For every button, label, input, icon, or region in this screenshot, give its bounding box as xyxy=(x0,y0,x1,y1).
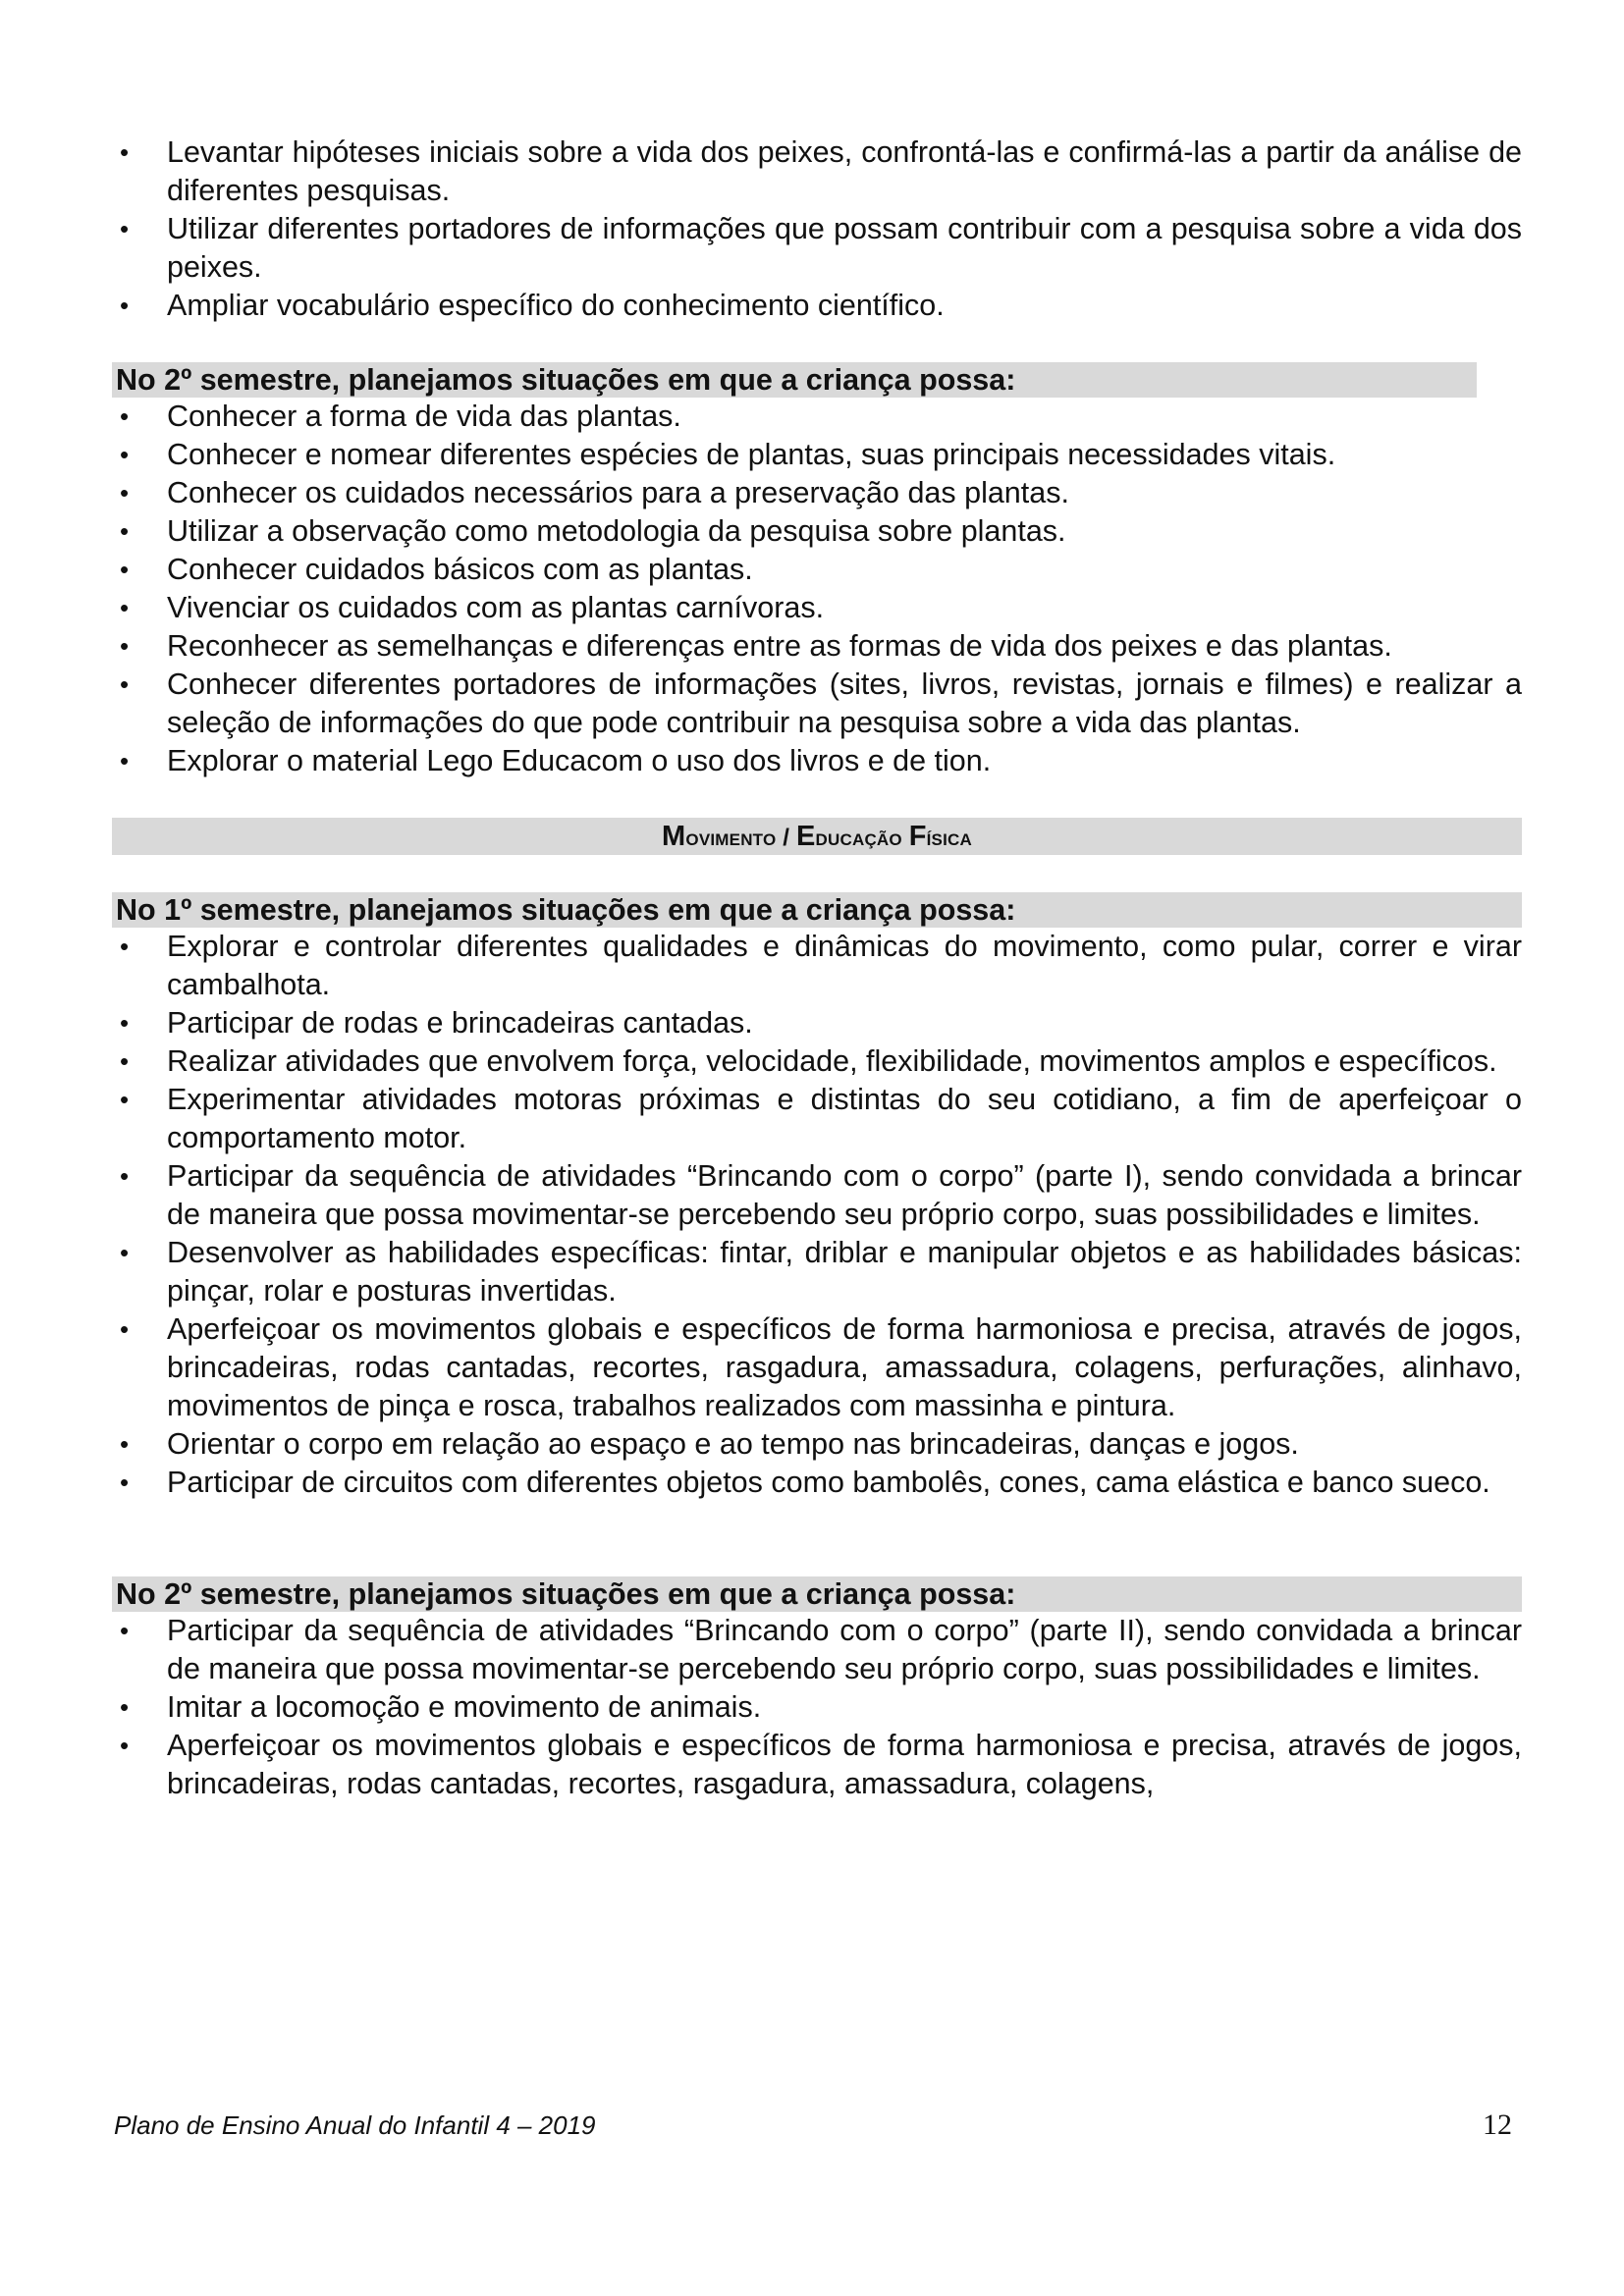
list-item: • Conhecer diferentes portadores de informações (sites, livros, revistas, jornais e filmes) e realizar a seleção de informações do que pode contribuir na pesquisa sobre a vida das plantas. xyxy=(112,666,1522,742)
section-title-text: ducação xyxy=(815,825,909,851)
semester-header: No 1º semestre, planejamos situações em que a criança possa: xyxy=(112,892,1522,928)
list-item: • Ampliar vocabulário específico do conhecimento científico. xyxy=(112,287,1522,325)
section-title-bar xyxy=(112,818,1522,855)
section-title-text: ísica xyxy=(926,825,972,851)
list-item: • Explorar o material Lego Educacom o uso dos livros e de tion. xyxy=(112,742,1522,780)
movimento-2-list xyxy=(112,1612,1522,1803)
list-item: • Conhecer e nomear diferentes espécies de plantas, suas principais necessidades vitais. xyxy=(112,436,1522,474)
list-item: • Reconhecer as semelhanças e diferenças entre as formas de vida dos peixes e das plantas. xyxy=(112,627,1522,666)
semester-header: No 2º semestre, planejamos situações em que a criança possa: xyxy=(112,1576,1522,1612)
list-item: • Imitar a locomoção e movimento de animais. xyxy=(112,1688,1522,1727)
intro-list xyxy=(112,133,1522,325)
section-title-letter: M xyxy=(662,821,686,852)
list-item: • Conhecer os cuidados necessários para a preservação das plantas. xyxy=(112,474,1522,512)
footer-document-title: Plano de Ensino Anual do Infantil 4 – 2019 xyxy=(114,2110,596,2140)
semester-header: No 2º semestre, planejamos situações em que a criança possa: xyxy=(112,362,1477,398)
section-title-letter: E xyxy=(795,821,816,852)
list-item: • Participar de rodas e brincadeiras cantadas. xyxy=(112,1004,1522,1042)
list-item: • Aperfeiçoar os movimentos globais e específicos de forma harmoniosa e precisa, através de jogos, brincadeiras, rodas cantadas, recortes, rasgadura, amassadura, colagens, xyxy=(112,1727,1522,1803)
section-title-text: ovimento xyxy=(685,825,777,851)
section-title-letter: F xyxy=(908,821,927,852)
list-item: • Explorar e controlar diferentes qualidades e dinâmicas do movimento, como pular, correr e virar cambalhota. xyxy=(112,928,1522,1004)
natureza-2-list xyxy=(112,398,1522,780)
list-item: • Conhecer cuidados básicos com as plantas. xyxy=(112,551,1522,589)
list-item: • Utilizar a observação como metodologia da pesquisa sobre plantas. xyxy=(112,512,1522,551)
list-item: • Vivenciar os cuidados com as plantas carnívoras. xyxy=(112,589,1522,627)
list-item: • Utilizar diferentes portadores de informações que possam contribuir com a pesquisa sobre a vida dos peixes. xyxy=(112,210,1522,287)
page-number: 12 xyxy=(1483,2109,1512,2141)
list-item: • Participar da sequência de atividades “Brincando com o corpo” (parte II), sendo convidada a brincar de maneira que possa movimentar-se percebendo seu próprio corpo, suas possibilidades e limites. xyxy=(112,1612,1522,1688)
list-item: • Realizar atividades que envolvem força, velocidade, flexibilidade, movimentos amplos e específicos. xyxy=(112,1042,1522,1081)
list-item: • Participar da sequência de atividades “Brincando com o corpo” (parte I), sendo convidada a brincar de maneira que possa movimentar-se percebendo seu próprio corpo, suas possibilidades e limites. xyxy=(112,1157,1522,1234)
movimento-1-list xyxy=(112,928,1522,1502)
page-content xyxy=(112,133,1522,1803)
section-title-separator: / xyxy=(776,825,796,851)
list-item: • Aperfeiçoar os movimentos globais e específicos de forma harmoniosa e precisa, através de jogos, brincadeiras, rodas cantadas, recortes, rasgadura, amassadura, colagens, perfurações, alinhavo, movimentos de pinça e rosca, trabalhos realizados com massinha e pintura. xyxy=(112,1310,1522,1425)
list-item: • Levantar hipóteses iniciais sobre a vida dos peixes, confrontá-las e confirmá-las a partir da análise de diferentes pesquisas. xyxy=(112,133,1522,210)
list-item: • Desenvolver as habilidades específicas: fintar, driblar e manipular objetos e as habilidades básicas: pinçar, rolar e posturas invertidas. xyxy=(112,1234,1522,1310)
list-item: • Experimentar atividades motoras próximas e distintas do seu cotidiano, a fim de aperfeiçoar o comportamento motor. xyxy=(112,1081,1522,1157)
list-item: • Participar de circuitos com diferentes objetos como bambolês, cones, cama elástica e banco sueco. xyxy=(112,1464,1522,1502)
list-item: • Conhecer a forma de vida das plantas. xyxy=(112,398,1522,436)
list-item: • Orientar o corpo em relação ao espaço e ao tempo nas brincadeiras, danças e jogos. xyxy=(112,1425,1522,1464)
